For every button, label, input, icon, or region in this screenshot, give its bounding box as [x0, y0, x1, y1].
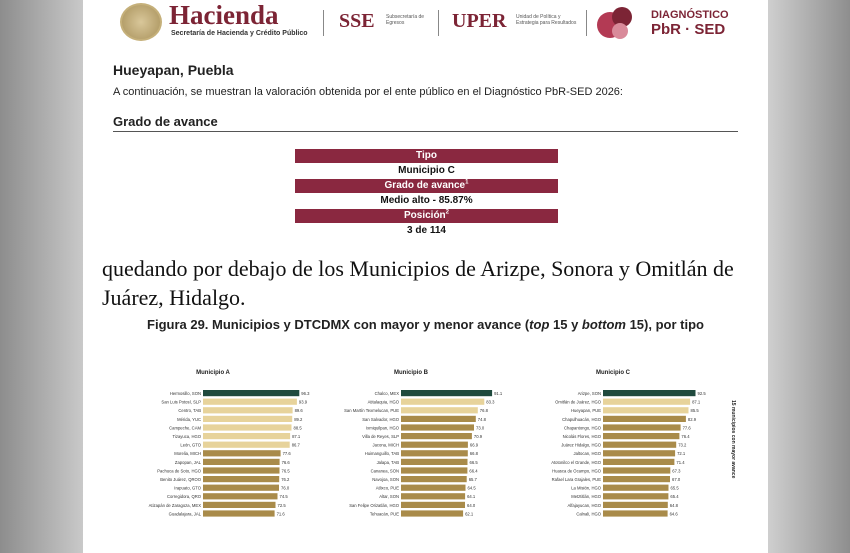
- chart-category-label: San Martín Texmelucan, PUE: [344, 408, 399, 414]
- summary-table: [295, 149, 558, 239]
- chart-bar: [203, 442, 290, 448]
- chart-bar: [401, 485, 466, 491]
- chart-bar: [603, 450, 675, 456]
- chart-bar: [603, 493, 668, 499]
- chart-category-label: La Misión, HGO: [571, 485, 601, 491]
- section-rule: [113, 131, 738, 132]
- chart-value-label: 66.4: [469, 468, 478, 474]
- caption-prefix: Figura 29. Municipios y DTCDMX con mayor y menor avance (: [147, 317, 530, 332]
- chart-value-label: 92.5: [697, 391, 706, 396]
- chart-category-label: Alfajayucan, HGO: [567, 502, 601, 508]
- chart-value-label: 89.6: [294, 408, 303, 414]
- chart-category-label: Corregidora, QRO: [167, 494, 201, 500]
- chart-value-label: 74.5: [279, 494, 288, 500]
- caption-suffix: 15), por tipo: [625, 317, 704, 332]
- chart-value-label: 72.5: [277, 502, 286, 508]
- chart-category-label: San Salvador, HGO: [362, 416, 399, 422]
- chart-bar: [603, 424, 681, 430]
- chart-bar: [203, 459, 280, 465]
- chart-bar: [401, 424, 474, 430]
- chart-category-label: Metztitlán, HGO: [571, 494, 601, 500]
- chart-category-label: Omitlán de Juárez, HGO: [555, 399, 601, 405]
- chart-value-label: 66.9: [469, 442, 479, 448]
- caption-top: top: [529, 317, 550, 332]
- chart-category-label: Nicolás Flores, HGO: [562, 434, 601, 439]
- chart-category-label: Cananea, SON: [370, 468, 399, 474]
- chart-category-label: Juárez Hidalgo, HGO: [561, 442, 601, 448]
- diagnostico-logo-icon: [596, 5, 636, 41]
- section-title: Grado de avance: [113, 114, 218, 129]
- hacienda-title: Hacienda: [169, 0, 279, 30]
- chart-value-label: 88.5: [293, 425, 302, 431]
- chart-bar: [401, 476, 467, 482]
- quote-text: quedando por debajo de los Municipios de Arizpe, Sonora y Omitlán de Juárez, Hidalgo.: [102, 256, 734, 310]
- chart-category-label: Arizpe, SON: [577, 391, 601, 396]
- chart-category-label: Pachuca de Soto, HGO: [157, 468, 201, 474]
- chart-bar: [603, 502, 668, 508]
- chart-bar: [203, 424, 292, 430]
- chart-bar: [401, 407, 478, 413]
- chart-value-label: 96.3: [301, 391, 310, 396]
- chart-value-label: 82.9: [687, 416, 697, 422]
- chart-bar: [401, 450, 468, 456]
- chart-category-label: Benito Juárez, QROO: [160, 477, 201, 482]
- chart-bar: [603, 510, 668, 516]
- chart-value-label: 76.2: [281, 477, 290, 482]
- chart-category-label: Jacona, MICH: [372, 442, 399, 448]
- chart-value-label: 65.7: [468, 477, 477, 482]
- chart-bar: [203, 476, 279, 482]
- footnote-mark: 2: [445, 209, 450, 216]
- chart-value-label: 87.1: [692, 399, 701, 405]
- divider: [438, 10, 439, 36]
- charts-area: [83, 362, 768, 527]
- chart-value-label: 83.3: [486, 399, 495, 405]
- chart-bar: [401, 442, 468, 448]
- chart-category-label: Huimanguillo, TAB: [364, 451, 399, 457]
- chart-value-label: 70.9: [473, 434, 483, 439]
- posicion-value: 3 de 114: [407, 225, 446, 236]
- chart-value-label: 89.2: [294, 416, 303, 422]
- chart-bar: [203, 433, 290, 439]
- chart-category-label: Tehuacán, PUE: [369, 511, 399, 517]
- grado-header: [295, 179, 558, 193]
- tipo-header: Tipo: [295, 149, 558, 163]
- chart-category-label: Chapantongo, HGO: [563, 425, 601, 431]
- chart-value-label: 67.0: [672, 477, 681, 482]
- divider: [323, 10, 324, 36]
- divider: [586, 10, 587, 36]
- chart-bar: [401, 416, 476, 422]
- chart-bar: [401, 502, 465, 508]
- chart-bar: [203, 493, 278, 499]
- chart-category-label: León, GTO: [180, 442, 201, 448]
- chart-bar: [603, 442, 676, 448]
- chart-value-label: 77.6: [682, 425, 691, 431]
- chart-title: Municipio B: [394, 370, 428, 376]
- chart-bar: [603, 390, 696, 396]
- chart-category-label: Navojoa, SON: [372, 477, 399, 482]
- posicion-header-label: Posición: [403, 210, 446, 221]
- chart-category-label: Huasca de Ocampo, HGO: [552, 468, 601, 474]
- chart-category-label: Atizapán de Zaragoza, MEX: [148, 502, 201, 508]
- posicion-header: [295, 209, 558, 223]
- caption-mid: 15 y: [549, 317, 582, 332]
- chart-value-label: 76.4: [681, 434, 690, 439]
- chart-value-label: 64.8: [669, 502, 678, 508]
- chart-category-label: Morelia, MICH: [174, 451, 201, 457]
- chart-bar: [603, 416, 686, 422]
- chart-bar: [603, 407, 689, 413]
- tipo-value: Municipio C: [398, 165, 455, 176]
- chart-bar: [203, 502, 276, 508]
- chart-category-label: Jalapa, TAB: [376, 459, 399, 465]
- document-page: [83, 0, 768, 553]
- side-note: [723, 400, 736, 500]
- chart-category-label: Atotonilco el Grande, HGO: [551, 459, 601, 465]
- chart-category-label: Mérida, YUC: [177, 416, 201, 422]
- chart-category-label: Guadalajara, JAL: [168, 511, 201, 517]
- chart-value-label: 71.6: [276, 511, 285, 517]
- chart-bar: [401, 433, 472, 439]
- chart-category-label: Tizayuca, HGO: [172, 434, 201, 439]
- hacienda-subtitle: Secretaría de Hacienda y Crédito Público: [171, 30, 308, 37]
- chart-value-label: 86.7: [291, 442, 300, 448]
- chart-value-label: 65.5: [670, 485, 679, 491]
- chart-bar: [603, 459, 674, 465]
- uper-logo: UPER: [452, 10, 507, 32]
- location-heading: Hueyapan, Puebla: [113, 62, 234, 78]
- chart-bar: [203, 510, 275, 516]
- chart-bar: [603, 399, 690, 405]
- chart-bar: [203, 467, 280, 473]
- chart-bar: [203, 416, 292, 422]
- chart-bar: [603, 476, 670, 482]
- uper-subtitle: Unidad de Política y Estrategia para Resultados: [516, 14, 577, 26]
- chart-value-label: 87.1: [292, 434, 301, 439]
- figure-caption: [83, 316, 768, 334]
- chart-category-label: Centro, TAB: [178, 408, 201, 414]
- chart-category-label: Campeche, CAM: [169, 425, 201, 431]
- chart-value-label: 93.9: [298, 399, 308, 405]
- chart-value-label: 77.6: [282, 451, 291, 457]
- chart-title: Municipio C: [596, 370, 630, 376]
- chart-title: Municipio A: [196, 370, 230, 376]
- chart-category-label: Jaltocan, HGO: [573, 451, 601, 457]
- chart-value-label: 73.2: [678, 442, 687, 448]
- chart-category-label: San Felipe Orizatlán, HGO: [349, 502, 399, 508]
- chart-bar: [603, 485, 669, 491]
- chart-category-label: Rafael Lara Grajales, PUE: [551, 477, 601, 482]
- header: [83, 0, 768, 48]
- chart-category-label: Calnali, HGO: [576, 511, 601, 517]
- chart-value-label: 64.1: [467, 494, 476, 500]
- chart-value-label: 62.1: [465, 511, 474, 517]
- chart-category-label: San Luis Potosí, SLP: [161, 399, 201, 405]
- chart-value-label: 76.8: [479, 408, 488, 414]
- chart-bar: [203, 390, 299, 396]
- chart-category-label: Altar, SON: [379, 494, 399, 500]
- chart-category-label: Zapopan, JAL: [174, 459, 201, 465]
- chart-value-label: 66.8: [469, 451, 478, 457]
- sse-logo: SSE: [339, 10, 375, 32]
- chart-bar: [203, 399, 297, 405]
- chart-value-label: 76.5: [281, 468, 290, 474]
- pbr-sed-label: PbR · SED: [651, 21, 726, 38]
- background-left: [0, 0, 83, 553]
- chart-bar: [203, 485, 279, 491]
- sse-subtitle: Subsecretaría de Egresos: [386, 14, 425, 26]
- chart-value-label: 76.0: [281, 485, 290, 491]
- chart-bar: [401, 467, 467, 473]
- chart-bar: [401, 459, 468, 465]
- chart-bar: [603, 433, 679, 439]
- chart-category-label: Chalco, MEX: [374, 391, 399, 396]
- intro-text: A continuación, se muestran la valoración obtenida por el ente público en el Diagnóstico PbR-SED 2026:: [113, 86, 623, 98]
- caption-bottom: bottom: [581, 317, 626, 332]
- chart-category-label: Atlixco, PUE: [375, 485, 399, 491]
- mexico-seal-icon: [120, 3, 162, 41]
- chart-category-label: Villa de Reyes, SLP: [362, 434, 399, 439]
- chart-value-label: 71.4: [676, 459, 685, 465]
- chart-value-label: 85.5: [690, 408, 699, 414]
- chart-value-label: 91.1: [494, 391, 503, 396]
- chart-category-label: Chapulhuacán, HGO: [562, 416, 601, 422]
- chart-bar: [401, 399, 484, 405]
- chart-category-label: Hermosillo, SON: [169, 391, 201, 396]
- chart-value-label: 67.3: [672, 468, 681, 474]
- chart-bar: [203, 450, 281, 456]
- chart-category-label: Hueyapan, PUE: [570, 408, 601, 414]
- chart-value-label: 72.1: [677, 451, 686, 457]
- chart-category-label: Ixmiquilpan, HGO: [365, 425, 399, 431]
- chart-bar: [203, 407, 293, 413]
- chart-value-label: 65.4: [670, 494, 679, 500]
- chart-value-label: 64.6: [669, 511, 678, 517]
- diagnostico-label: DIAGNÓSTICO: [651, 9, 729, 21]
- side-note-text: 15 municipios con mayor avance: [730, 400, 736, 479]
- chart-value-label: 73.0: [476, 425, 485, 431]
- chart-bar: [401, 390, 492, 396]
- chart-value-label: 76.6: [281, 459, 290, 465]
- footnote-mark: 1: [465, 179, 469, 186]
- chart-value-label: 66.5: [469, 459, 478, 465]
- grado-value: Medio alto - 85.87%: [380, 195, 473, 206]
- chart-category-label: Irapuato, GTO: [174, 485, 201, 491]
- chart-value-label: 64.0: [467, 502, 476, 508]
- chart-category-label: Atitalaquia, HGO: [367, 399, 399, 405]
- grado-header-label: Grado de avance: [384, 180, 466, 191]
- chart-bar: [401, 493, 465, 499]
- background-right: [768, 0, 850, 553]
- chart-value-label: 74.8: [477, 416, 486, 422]
- chart-bar: [603, 467, 670, 473]
- chart-bar: [401, 510, 463, 516]
- chart-value-label: 64.5: [467, 485, 476, 491]
